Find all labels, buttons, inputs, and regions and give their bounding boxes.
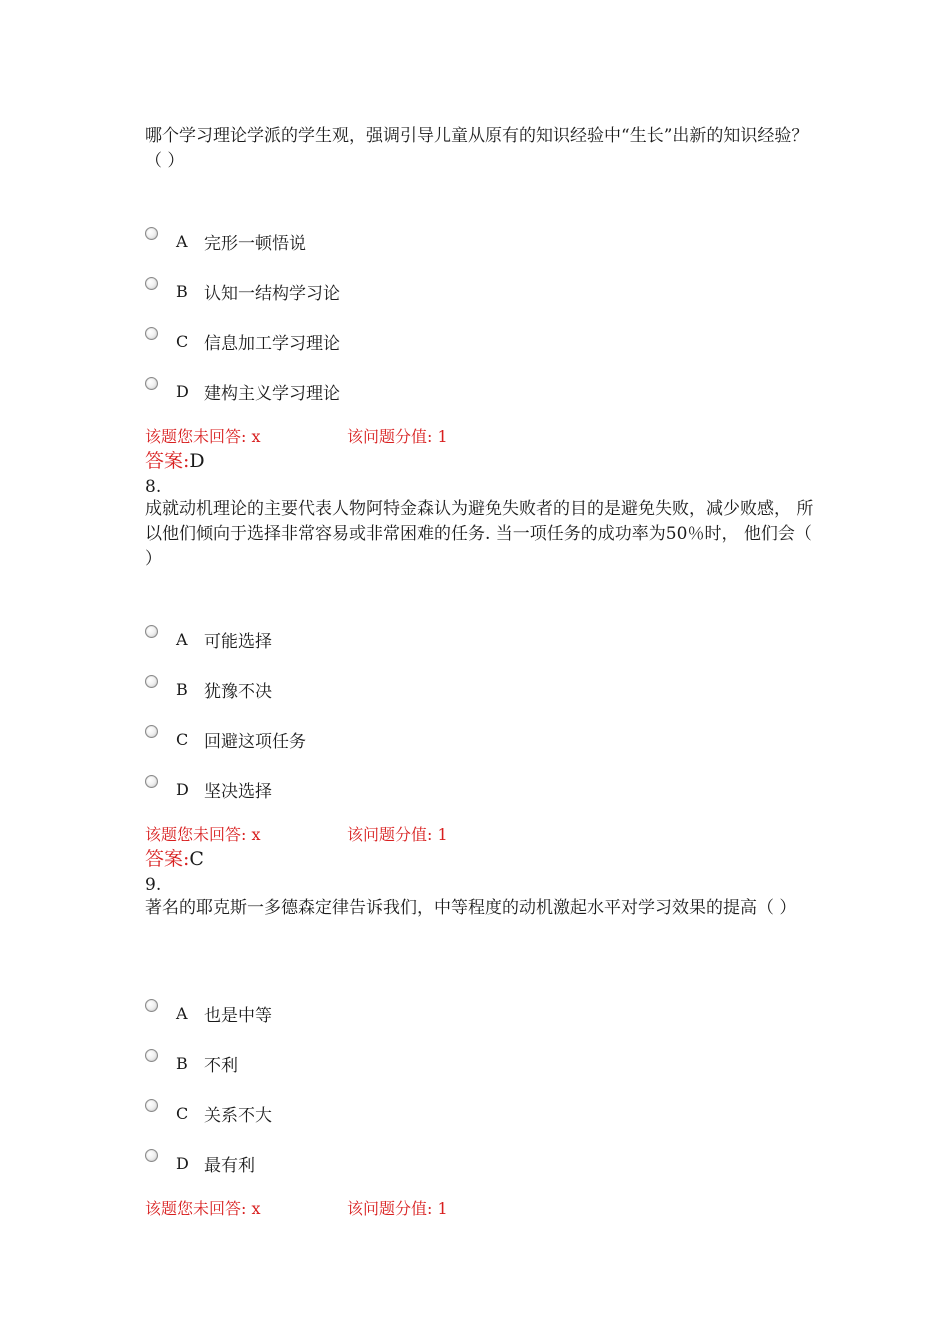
q9-option-c[interactable] xyxy=(145,1101,272,1125)
option-text: 犹豫不决 xyxy=(204,681,272,702)
option-text: 也是中等 xyxy=(204,1005,272,1026)
radio-button-icon[interactable] xyxy=(145,277,158,290)
option-text: 可能选择 xyxy=(204,631,272,652)
q8-answer xyxy=(145,847,204,871)
q9-option-b[interactable] xyxy=(145,1051,238,1075)
question-8-text: 成就动机理论的主要代表人物阿特金森认为避免失败者的目的是避免失败，减少败感， 所以他们倾向于选择非常容易或非常困难的任务. 当一项任务的成功率为50％时， 他们会（ ） xyxy=(145,499,814,569)
radio-button-icon[interactable] xyxy=(145,1049,158,1062)
question-9-text: 著名的耶克斯一多德森定律告诉我们，中等程度的动机激起水平对学习效果的提高（ ） xyxy=(145,898,797,918)
radio-button-icon[interactable] xyxy=(145,675,158,688)
option-letter: B xyxy=(176,281,188,301)
option-letter: B xyxy=(176,1053,188,1073)
question-9-number: 9. xyxy=(145,875,162,895)
radio-button-icon[interactable] xyxy=(145,725,158,738)
unanswered-status: 该题您未回答: x xyxy=(145,426,261,446)
radio-button-icon[interactable] xyxy=(145,377,158,390)
q8-option-d[interactable] xyxy=(145,777,272,801)
option-letter: C xyxy=(176,331,189,351)
q8-option-b[interactable] xyxy=(145,677,272,701)
q8-option-c[interactable] xyxy=(145,727,306,751)
q9-option-a[interactable] xyxy=(145,1001,272,1025)
option-letter: A xyxy=(176,629,188,649)
q8-status xyxy=(145,822,448,844)
option-text: 坚决选择 xyxy=(204,781,272,802)
answer-label: 答案: xyxy=(145,450,190,472)
q7-option-a[interactable] xyxy=(145,229,306,253)
option-text: 信息加工学习理论 xyxy=(204,333,340,354)
radio-button-icon[interactable] xyxy=(145,227,158,240)
option-text: 建构主义学习理论 xyxy=(204,383,340,404)
q7-option-c[interactable] xyxy=(145,329,340,353)
option-text: 关系不大 xyxy=(204,1105,272,1126)
option-text: 完形一顿悟说 xyxy=(204,233,306,254)
score-value: 该问题分值: 1 xyxy=(347,1198,448,1218)
score-value: 该问题分值: 1 xyxy=(347,824,448,844)
score-value: 该问题分值: 1 xyxy=(347,426,448,446)
q7-status xyxy=(145,424,448,446)
radio-button-icon[interactable] xyxy=(145,1149,158,1162)
answer-label: 答案: xyxy=(145,848,190,870)
answer-value: C xyxy=(189,848,204,870)
q8-option-a[interactable] xyxy=(145,627,272,651)
q9-status xyxy=(145,1196,448,1218)
radio-button-icon[interactable] xyxy=(145,625,158,638)
radio-button-icon[interactable] xyxy=(145,775,158,788)
question-8-number: 8. xyxy=(145,477,162,497)
q7-answer xyxy=(145,449,205,473)
option-letter: C xyxy=(176,1103,189,1123)
question-7-text: 哪个学习理论学派的学生观，强调引导儿童从原有的知识经验中“生长”出新的知识经验？（ ） xyxy=(145,126,809,171)
option-text: 不利 xyxy=(204,1055,238,1076)
option-letter: B xyxy=(176,679,188,699)
radio-button-icon[interactable] xyxy=(145,327,158,340)
q7-option-b[interactable] xyxy=(145,279,340,303)
option-letter: A xyxy=(176,231,188,251)
option-text: 认知一结构学习论 xyxy=(204,283,340,304)
radio-button-icon[interactable] xyxy=(145,999,158,1012)
option-letter: A xyxy=(176,1003,188,1023)
q7-option-d[interactable] xyxy=(145,379,340,403)
option-letter: D xyxy=(176,779,189,799)
option-text: 回避这项任务 xyxy=(204,731,306,752)
option-letter: D xyxy=(176,381,189,401)
q9-option-d[interactable] xyxy=(145,1151,255,1175)
unanswered-status: 该题您未回答: x xyxy=(145,824,261,844)
unanswered-status: 该题您未回答: x xyxy=(145,1198,261,1218)
option-text: 最有利 xyxy=(204,1155,255,1176)
option-letter: C xyxy=(176,729,189,749)
answer-value: D xyxy=(189,450,205,472)
option-letter: D xyxy=(176,1153,189,1173)
radio-button-icon[interactable] xyxy=(145,1099,158,1112)
